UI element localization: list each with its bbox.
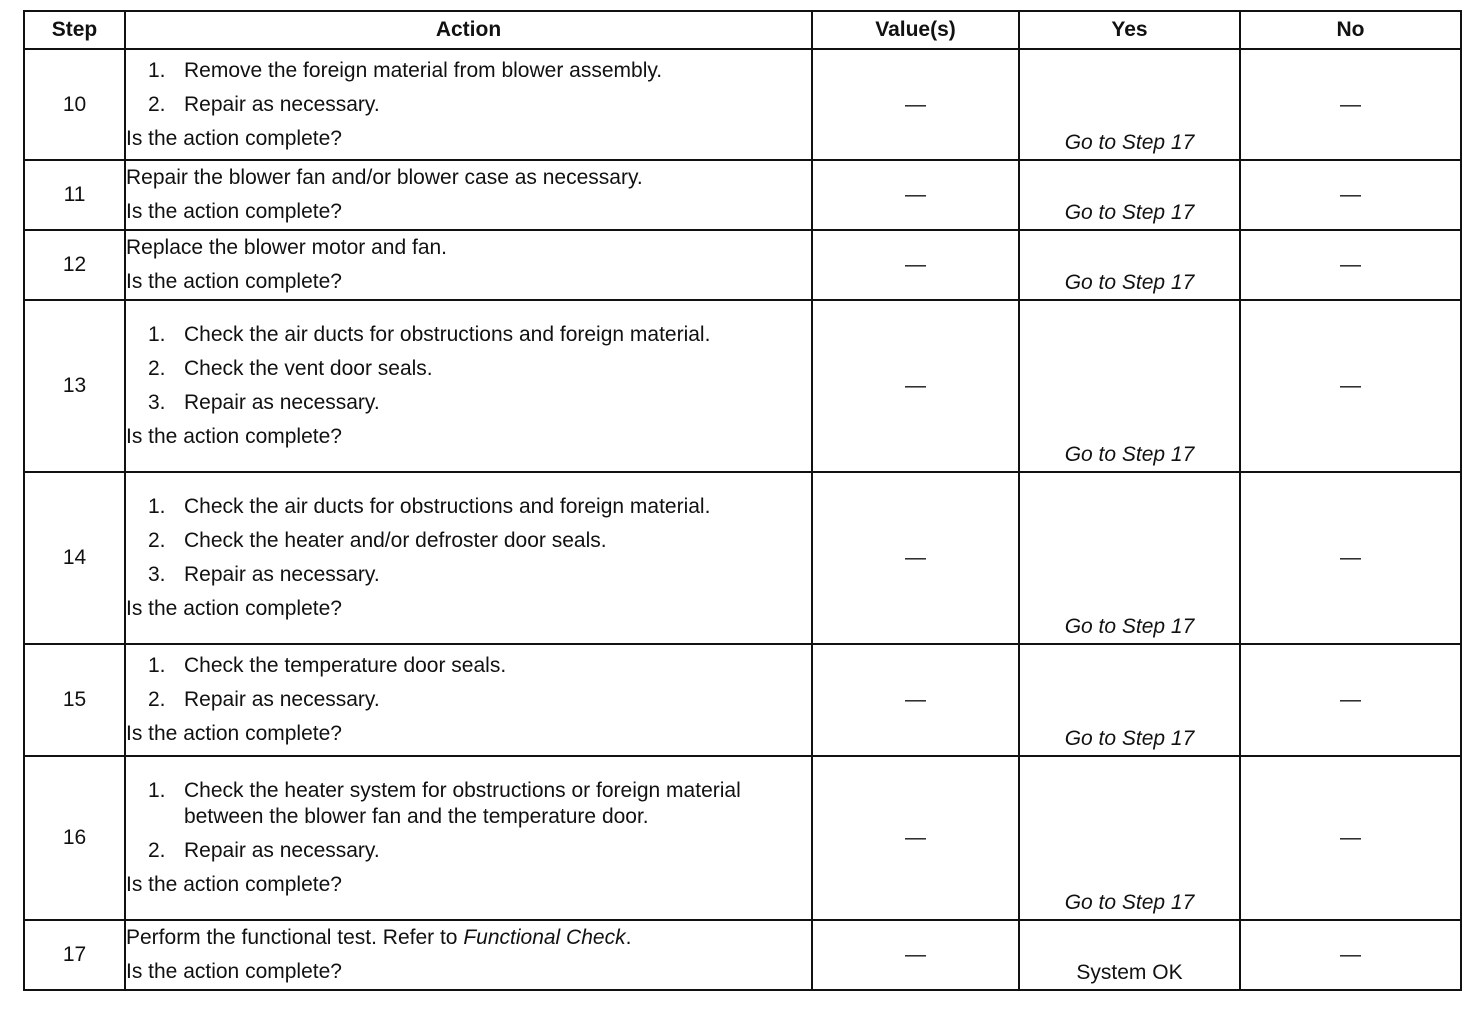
- action-item: 1. Check the air ducts for obstructions and foreign material.: [148, 323, 711, 346]
- table-row: [24, 300, 1461, 472]
- value-cell: —: [812, 49, 1019, 160]
- yes-cell: [1019, 644, 1240, 756]
- action-cell: [125, 644, 812, 756]
- action-text-suffix: .: [625, 926, 632, 949]
- header-yes: Yes: [1019, 11, 1240, 49]
- step-number: 14: [24, 472, 125, 644]
- functional-check-reference: Functional Check: [463, 926, 626, 949]
- table-row: [24, 644, 1461, 756]
- no-cell: —: [1240, 230, 1461, 300]
- action-question: Is the action complete?: [126, 960, 342, 983]
- table-row: [24, 472, 1461, 644]
- action-item-text: Check the vent door seals.: [184, 357, 433, 380]
- no-cell: —: [1240, 920, 1461, 990]
- no-cell: —: [1240, 300, 1461, 472]
- table-row: [24, 49, 1461, 160]
- action-item-text: Repair as necessary.: [184, 839, 380, 862]
- no-cell: —: [1240, 644, 1461, 756]
- action-question: Is the action complete?: [126, 873, 342, 896]
- yes-link-text: Go to Step 17: [1064, 891, 1195, 914]
- no-cell: —: [1240, 756, 1461, 920]
- yes-cell: [1019, 230, 1240, 300]
- value-cell: —: [812, 644, 1019, 756]
- step-number: 15: [24, 644, 125, 756]
- yes-link-text: Go to Step 17: [1064, 271, 1195, 294]
- action-question: Is the action complete?: [126, 126, 342, 150]
- action-cell: [125, 230, 812, 300]
- step-number: 17: [24, 920, 125, 990]
- header-no: No: [1240, 11, 1461, 49]
- action-item-text: Check the temperature door seals.: [184, 654, 507, 677]
- header-row: [24, 11, 1461, 49]
- action-list: [126, 494, 811, 588]
- action-item-text: Repair as necessary.: [184, 688, 380, 711]
- action-item: 2. Repair as necessary.: [148, 839, 380, 862]
- yes-link-text: Go to Step 17: [1064, 727, 1195, 750]
- action-item-text: Check the air ducts for obstructions and foreign material.: [184, 323, 711, 346]
- step-number: 13: [24, 300, 125, 472]
- action-item: 1. Check the air ducts for obstructions and foreign material.: [148, 495, 711, 518]
- action-list: [126, 778, 811, 864]
- action-item-text: Check the heater system for obstructions or foreign material between the blower fan and the temperature door.: [184, 779, 741, 828]
- value-cell: —: [812, 160, 1019, 230]
- value-cell: —: [812, 756, 1019, 920]
- action-cell: [125, 300, 812, 472]
- header-action: Action: [125, 11, 812, 49]
- yes-cell: [1019, 300, 1240, 472]
- value-cell: —: [812, 920, 1019, 990]
- action-item: 2. Repair as necessary.: [148, 688, 380, 711]
- action-item: 2. Check the heater and/or defroster door seals.: [148, 529, 607, 552]
- table-row: [24, 920, 1461, 990]
- action-question: Is the action complete?: [126, 722, 342, 745]
- yes-cell: [1019, 49, 1240, 160]
- value-cell: —: [812, 300, 1019, 472]
- action-item: 3. Repair as necessary.: [148, 563, 380, 586]
- action-item: 2. Check the vent door seals.: [148, 357, 433, 380]
- action-text: Repair the blower fan and/or blower case as necessary.: [126, 166, 643, 189]
- action-question: Is the action complete?: [126, 425, 342, 448]
- action-text: Replace the blower motor and fan.: [126, 236, 448, 259]
- action-list: [126, 322, 811, 416]
- step-number: 12: [24, 230, 125, 300]
- table-row: [24, 160, 1461, 230]
- yes-link-text: Go to Step 17: [1064, 615, 1195, 638]
- yes-cell: [1019, 160, 1240, 230]
- action-item: 2. Repair as necessary.: [148, 92, 380, 116]
- action-item: 3. Repair as necessary.: [148, 391, 380, 414]
- yes-link-text: Go to Step 17: [1064, 201, 1195, 224]
- no-cell: —: [1240, 472, 1461, 644]
- table-row: [24, 756, 1461, 920]
- yes-cell: [1019, 472, 1240, 644]
- action-text: [126, 925, 811, 951]
- action-item: 1. Check the temperature door seals.: [148, 654, 507, 677]
- action-list: [126, 653, 811, 713]
- action-list: [126, 58, 811, 118]
- yes-link-text: Go to Step 17: [1064, 131, 1195, 154]
- no-cell: —: [1240, 49, 1461, 160]
- action-item: 1. Check the heater system for obstructions or foreign material between the blower fan and the temperature door.: [148, 779, 741, 828]
- action-question: Is the action complete?: [126, 270, 342, 293]
- action-question: Is the action complete?: [126, 597, 342, 620]
- action-cell: [125, 756, 812, 920]
- yes-cell: [1019, 756, 1240, 920]
- value-cell: —: [812, 230, 1019, 300]
- action-cell: [125, 160, 812, 230]
- yes-link-text: Go to Step 17: [1064, 443, 1195, 466]
- value-cell: —: [812, 472, 1019, 644]
- header-values: Value(s): [812, 11, 1019, 49]
- action-question: Is the action complete?: [126, 200, 342, 223]
- table-row: [24, 230, 1461, 300]
- action-item-text: Check the heater and/or defroster door seals.: [184, 529, 607, 552]
- diagnostic-table: [23, 10, 1462, 991]
- action-item-text: Check the air ducts for obstructions and foreign material.: [184, 495, 711, 518]
- header-step: Step: [24, 11, 125, 49]
- action-item-text: Remove the foreign material from blower assembly.: [184, 58, 663, 82]
- action-item: 1. Remove the foreign material from blower assembly.: [148, 58, 663, 82]
- action-cell: [125, 920, 812, 990]
- no-cell: —: [1240, 160, 1461, 230]
- action-item-text: Repair as necessary.: [184, 563, 380, 586]
- yes-cell: [1019, 920, 1240, 990]
- step-number: 11: [24, 160, 125, 230]
- action-item-text: Repair as necessary.: [184, 391, 380, 414]
- step-number: 10: [24, 49, 125, 160]
- action-cell: [125, 472, 812, 644]
- action-text-prefix: Perform the functional test. Refer to: [126, 926, 464, 949]
- action-item-text: Repair as necessary.: [184, 92, 380, 116]
- step-number: 16: [24, 756, 125, 920]
- action-cell: [125, 49, 812, 160]
- yes-result-text: System OK: [1076, 961, 1183, 984]
